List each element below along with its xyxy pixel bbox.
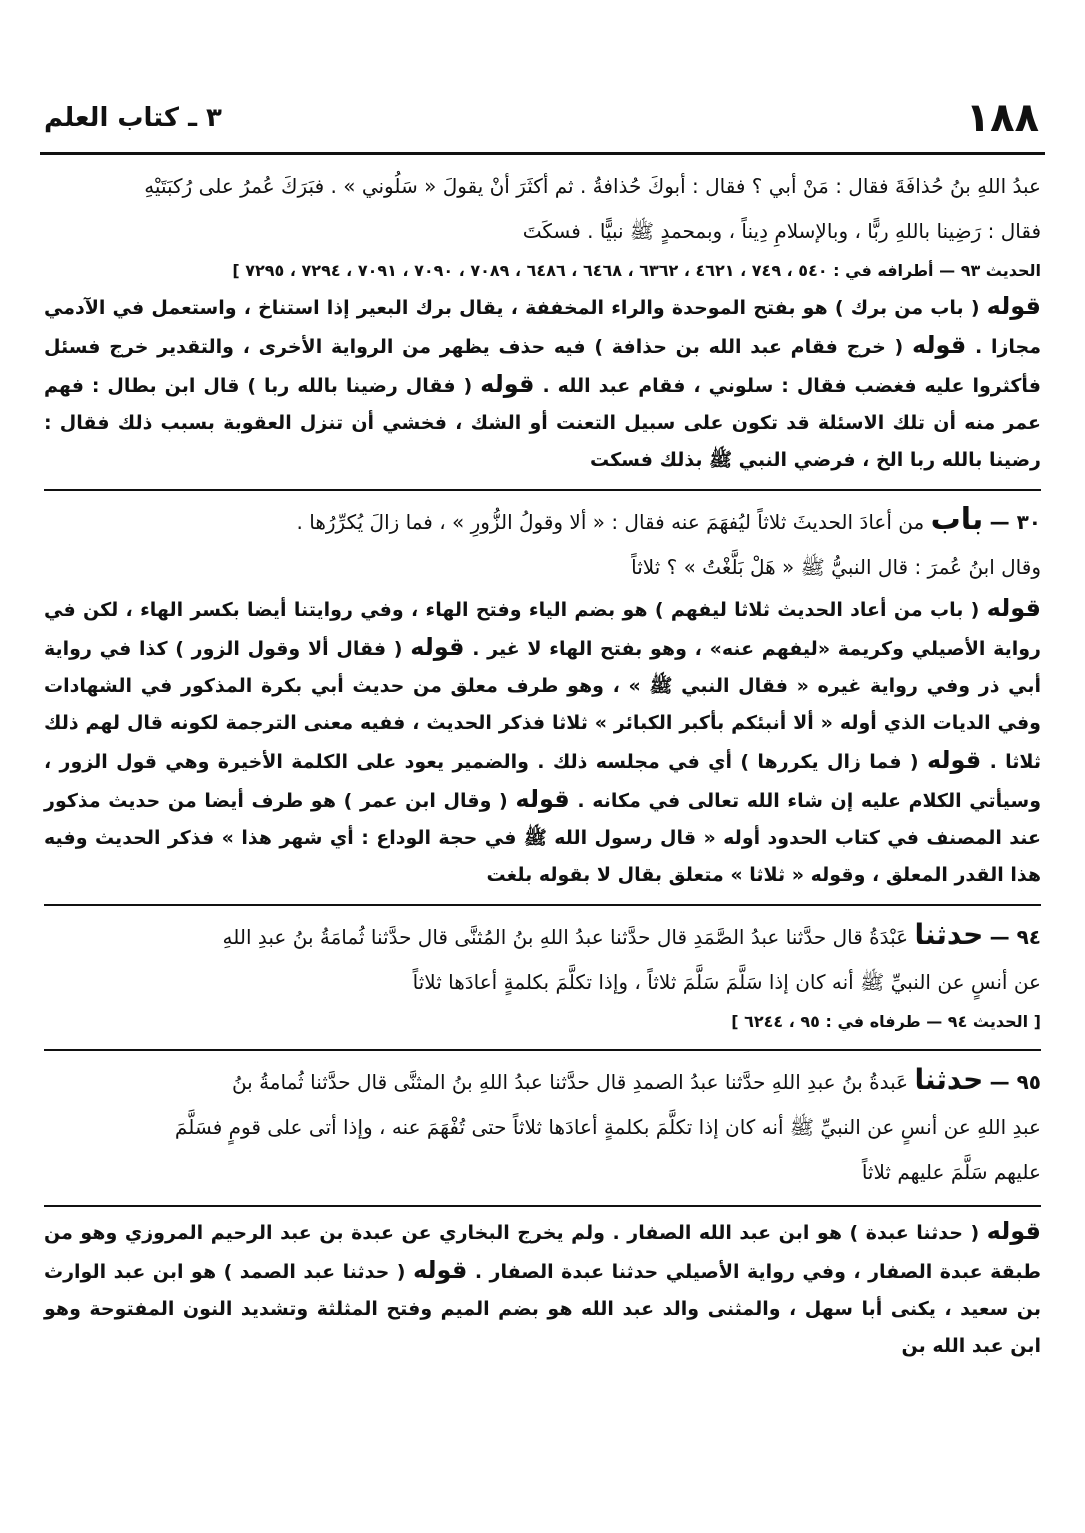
header-rule: [40, 152, 1045, 155]
qawluhu-marker: قوله: [410, 633, 465, 661]
haddathana-marker: حدثنا: [914, 1063, 984, 1096]
hadith-93-line-1: عبدُ اللهِ بنُ حُذافَةَ فقال : مَنْ أبي ؟ فقال : أبوكَ حُذافةُ . ثم أكثَرَ أنْ يقولَ « سَلُوني » . فبَرَكَ عُمرُ على رُكبَتَيْهِ: [144, 174, 1041, 198]
commentary-text: ( حدثنا عبد الصمد ) هو ابن عبد الوارث بن سعيد ، يكنى أبا سهل ، والمثنى والد عبد الله هو بضم الميم وفتح المثلثة وتشديد النون المفتوحة وهو ابن عبد الله بن: [44, 1261, 1041, 1357]
qawluhu-marker: قوله: [986, 292, 1041, 320]
hadith-94-reference: [ الحديث ٩٤ — طرفاه في : ٩٥ ، ٦٢٤٤ ]: [731, 1012, 1041, 1031]
hadith-93-reference: الحديث ٩٣ — أطرافه في : ٥٤٠ ، ٧٤٩ ، ٤٦٢١ ، ٦٣٦٢ ، ٦٤٦٨ ، ٦٤٨٦ ، ٧٠٨٩ ، ٧٠٩٠ ، ٧٠٩١ ، ٧٢٩٤ ، ٧٢٩٥ ]: [232, 261, 1041, 280]
commentary-text: ( باب من برك ) هو بفتح الموحدة والراء المخففة ، يقال برك البعير إذا استناخ ، واستعمل في الآدمي مجازا .: [44, 297, 1041, 358]
hadith-text: عَبدةُ بنُ عبدِ اللهِ حدَّثنا عبدُ الصمدِ قال حدَّثنا عبدُ اللهِ بنُ المثنَّى قال حدَّثنا ثُمامةُ بنُ: [231, 1070, 909, 1094]
chapter-30-heading: [44, 497, 1041, 545]
hadith-number: ٩٥ —: [989, 1070, 1041, 1094]
section-divider: [44, 1049, 1041, 1051]
hadith-93-line-2: فقال : رَضِينا باللهِ ربًّا ، وبالإسلامِ دِيناً ، وبمحمدٍ ﷺ نبيًّا . فسكَتَ: [522, 219, 1041, 243]
hadith-95-line-2: عبدِ اللهِ عن أنسٍ عن النبيِّ ﷺ أنه كان إذا تكلَّمَ بكلمةٍ أعادَها ثلاثاً حتى تُفْهَمَ عنه ، وإذا أتى على قومٍ فسَلَّمَ: [174, 1115, 1041, 1139]
commentary-text: ( حدثنا عبدة ) هو ابن عبد الله الصفار . ولم يخرج البخاري عن عبدة بن عبد الرحيم المروزي وهو من طبقة عبدة الصفار ، وفي رواية الأصيلي حدثنا عبدة الصفار .: [44, 1222, 1041, 1283]
qawluhu-marker: قوله: [480, 370, 535, 398]
qawluhu-marker: قوله: [911, 331, 967, 359]
chapter-number: ٣٠ —: [989, 510, 1041, 534]
commentary-text: ( خرج فقام عبد الله بن حذافة ) فيه حذف يظهر من الرواية الأخرى ، والتقدير خرج فسئل فأكثروا عليه فغضب فقال : سلوني ، فقام عبد الله .: [44, 336, 1042, 397]
section-divider: [44, 904, 1041, 906]
commentary-text: ( وقال ابن عمر ) هو طرف أيضا من حديث مذكور عند المصنف في كتاب الحدود أوله « قال رسول الله ﷺ في حجة الوداع : أي شهر هذا » فذكر الحديث وفيه هذا القدر المعلق ، وقوله « ثلاثا » متعلق بقال لا بقوله بلغت: [44, 790, 1041, 886]
commentary-block-2: [44, 590, 1041, 894]
qawluhu-marker: قوله: [412, 1256, 468, 1284]
page-number: ١٨٨: [965, 95, 1039, 141]
hadith-94-line-1: [44, 912, 1041, 960]
qawluhu-marker: قوله: [986, 594, 1041, 622]
page-header: [40, 92, 1045, 152]
hadith-94-line-2: عن أنسٍ عن النبيِّ ﷺ أنه كان إذا سَلَّمَ سَلَّمَ ثلاثاً ، وإذا تكلَّمَ بكلمةٍ أعادَها ثلاثاً: [412, 970, 1041, 994]
qawluhu-marker: قوله: [515, 785, 570, 813]
hadith-number: ٩٤ —: [989, 925, 1041, 949]
chapter-30-line-2: وقال ابنُ عُمرَ : قال النبيُّ ﷺ « هَلْ بَلَّغْتُ » ؟ ثلاثاً: [631, 555, 1041, 579]
chapter-title: من أعادَ الحديثَ ثلاثاً ليُفهَمَ عنه فقال : « ألا وقولُ الزُّورِ » ، فما زالَ يُكرِّرُها .: [296, 510, 925, 534]
commentary-text: ( فقال رضينا بالله ربا ) قال ابن بطال : فهم عمر منه أن تلك الاسئلة قد تكون على سبيل التعنت أو الشك ، فخشي أن تنزل العقوبة بسبب ذلك فقال : رضينا بالله ربا الخ ، فرضي النبي ﷺ بذلك فسكت: [44, 375, 1041, 471]
commentary-block-3: [44, 1213, 1041, 1365]
running-title: ٣ ـ كتاب العلم: [44, 103, 222, 133]
commentary-block-1: [44, 288, 1041, 479]
page-content: [44, 164, 1041, 1365]
hadith-text: عَبْدَةُ قال حدَّثنا عبدُ الصَّمَدِ قال حدَّثنا عبدُ اللهِ بنُ المُثنَّى قال حدَّثنا ثُمامَةُ بنُ عبدِ اللهِ: [222, 925, 909, 949]
section-divider: [44, 489, 1041, 491]
section-divider: [44, 1205, 1041, 1207]
qawluhu-marker: قوله: [926, 746, 982, 774]
hadith-95-line-3: عليهم سَلَّمَ عليهم ثلاثاً: [861, 1160, 1041, 1184]
commentary-text: ( باب من أعاد الحديث ثلاثا ليفهم ) هو بضم الياء وفتح الهاء ، وفي روايتنا أيضا بكسر الهاء ، لكن في رواية الأصيلي وكريمة «ليفهم عنه» ، وهو بفتح الهاء لا غير .: [44, 599, 1041, 660]
commentary-text: ( فقال ألا وقول الزور ) كذا في رواية أبي ذر وفي رواية غيره « فقال النبي ﷺ » ، وهو طرف معلق من حديث أبي بكرة المذكور في الشهادات وفي الديات الذي أوله « ألا أنبئكم بأكبر الكبائر » ثلاثا فذكر الحديث ، ففيه معنى الترجمة لكونه قال لهم ذلك ثلاثا .: [44, 638, 1041, 773]
qawluhu-marker: قوله: [986, 1217, 1041, 1245]
haddathana-marker: حدثنا: [914, 918, 984, 951]
chapter-word: باب: [930, 502, 984, 537]
hadith-95-line-1: [44, 1057, 1041, 1105]
commentary-text: ( فما زال يكررها ) أي في مجلسه ذلك . والضمير يعود على الكلمة الأخيرة وهي قول الزور ، وسيأتي الكلام عليه إن شاء الله تعالى في مكانه .: [44, 751, 1042, 812]
